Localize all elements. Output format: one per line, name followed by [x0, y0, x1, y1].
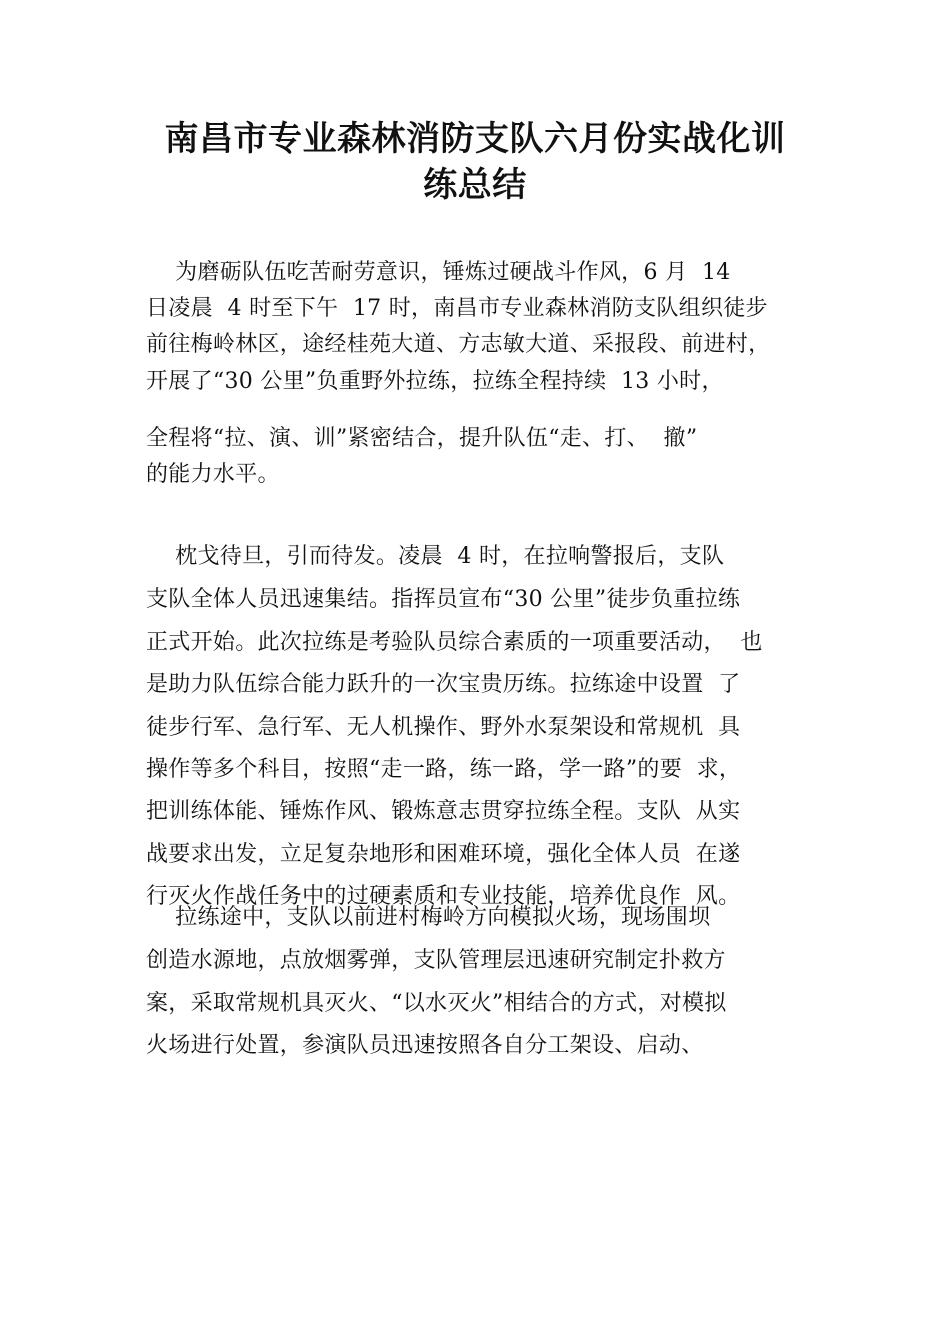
paragraph-line: 操作等多个科目，按照“走一路，练一路，学一路”的要 求， — [146, 757, 742, 782]
paragraph-line: 战要求出发，立足复杂地形和困难环境，强化全体人员 在遂 — [146, 842, 741, 867]
paragraph-line: 枕戈待旦，引而待发。凌晨 4 时，在拉响警报后，支队 — [146, 544, 725, 569]
paragraph-line: 的能力水平。 — [146, 462, 280, 487]
paragraph-line: 行灭火作战任务中的过硬素质和专业技能，培养优良作 风。 — [146, 884, 741, 909]
document-title-line-2: 练总结 — [423, 165, 527, 205]
paragraph-line: 是助力队伍综合能力跃升的一次宝贵历练。拉练途中设置 了 — [146, 672, 741, 697]
paragraph-line: 火场进行处置，参演队员迅速按照各自分工架设、启动、 — [146, 1033, 704, 1058]
paragraph-line: 全程将“拉、演、训”紧密结合，提升队伍“走、打、 撤” — [146, 426, 698, 451]
paragraph-line: 日凌晨 4 时至下午 17 时，南昌市专业森林消防支队组织徒步 — [146, 296, 768, 321]
paragraph-line: 案，采取常规机具灭火、“以水灭火”相结合的方式，对模拟 — [146, 991, 727, 1016]
paragraph-line: 支队全体人员迅速集结。指挥员宣布“30 公里”徒步负重拉练 — [146, 587, 741, 612]
paragraph-line: 拉练途中，支队以前进村梅岭方向模拟火场，现场围坝 — [146, 905, 711, 930]
paragraph-line: 为磨砺队伍吃苦耐劳意识，锤炼过硬战斗作风，6 月 14 — [146, 260, 731, 285]
paragraph-line: 前往梅岭林区，途经桂苑大道、方志敏大道、采报段、前进村， — [146, 332, 771, 357]
paragraph-line: 徒步行军、急行军、无人机操作、野外水泵架设和常规机 具 — [146, 715, 741, 740]
paragraph-line: 开展了“30 公里”负重野外拉练，拉练全程持续 13 小时， — [146, 369, 724, 394]
paragraph-line: 把训练体能、锤炼作风、锻炼意志贯穿拉练全程。支队 从实 — [146, 799, 741, 824]
paragraph-line: 创造水源地，点放烟雾弹，支队管理层迅速研究制定扑救方 — [146, 948, 726, 973]
paragraph-line: 正式开始。此次拉练是考验队员综合素质的一项重要活动， 也 — [146, 630, 763, 655]
document-title-line-1: 南昌市专业森林消防支队六月份实战化训 — [164, 119, 786, 159]
